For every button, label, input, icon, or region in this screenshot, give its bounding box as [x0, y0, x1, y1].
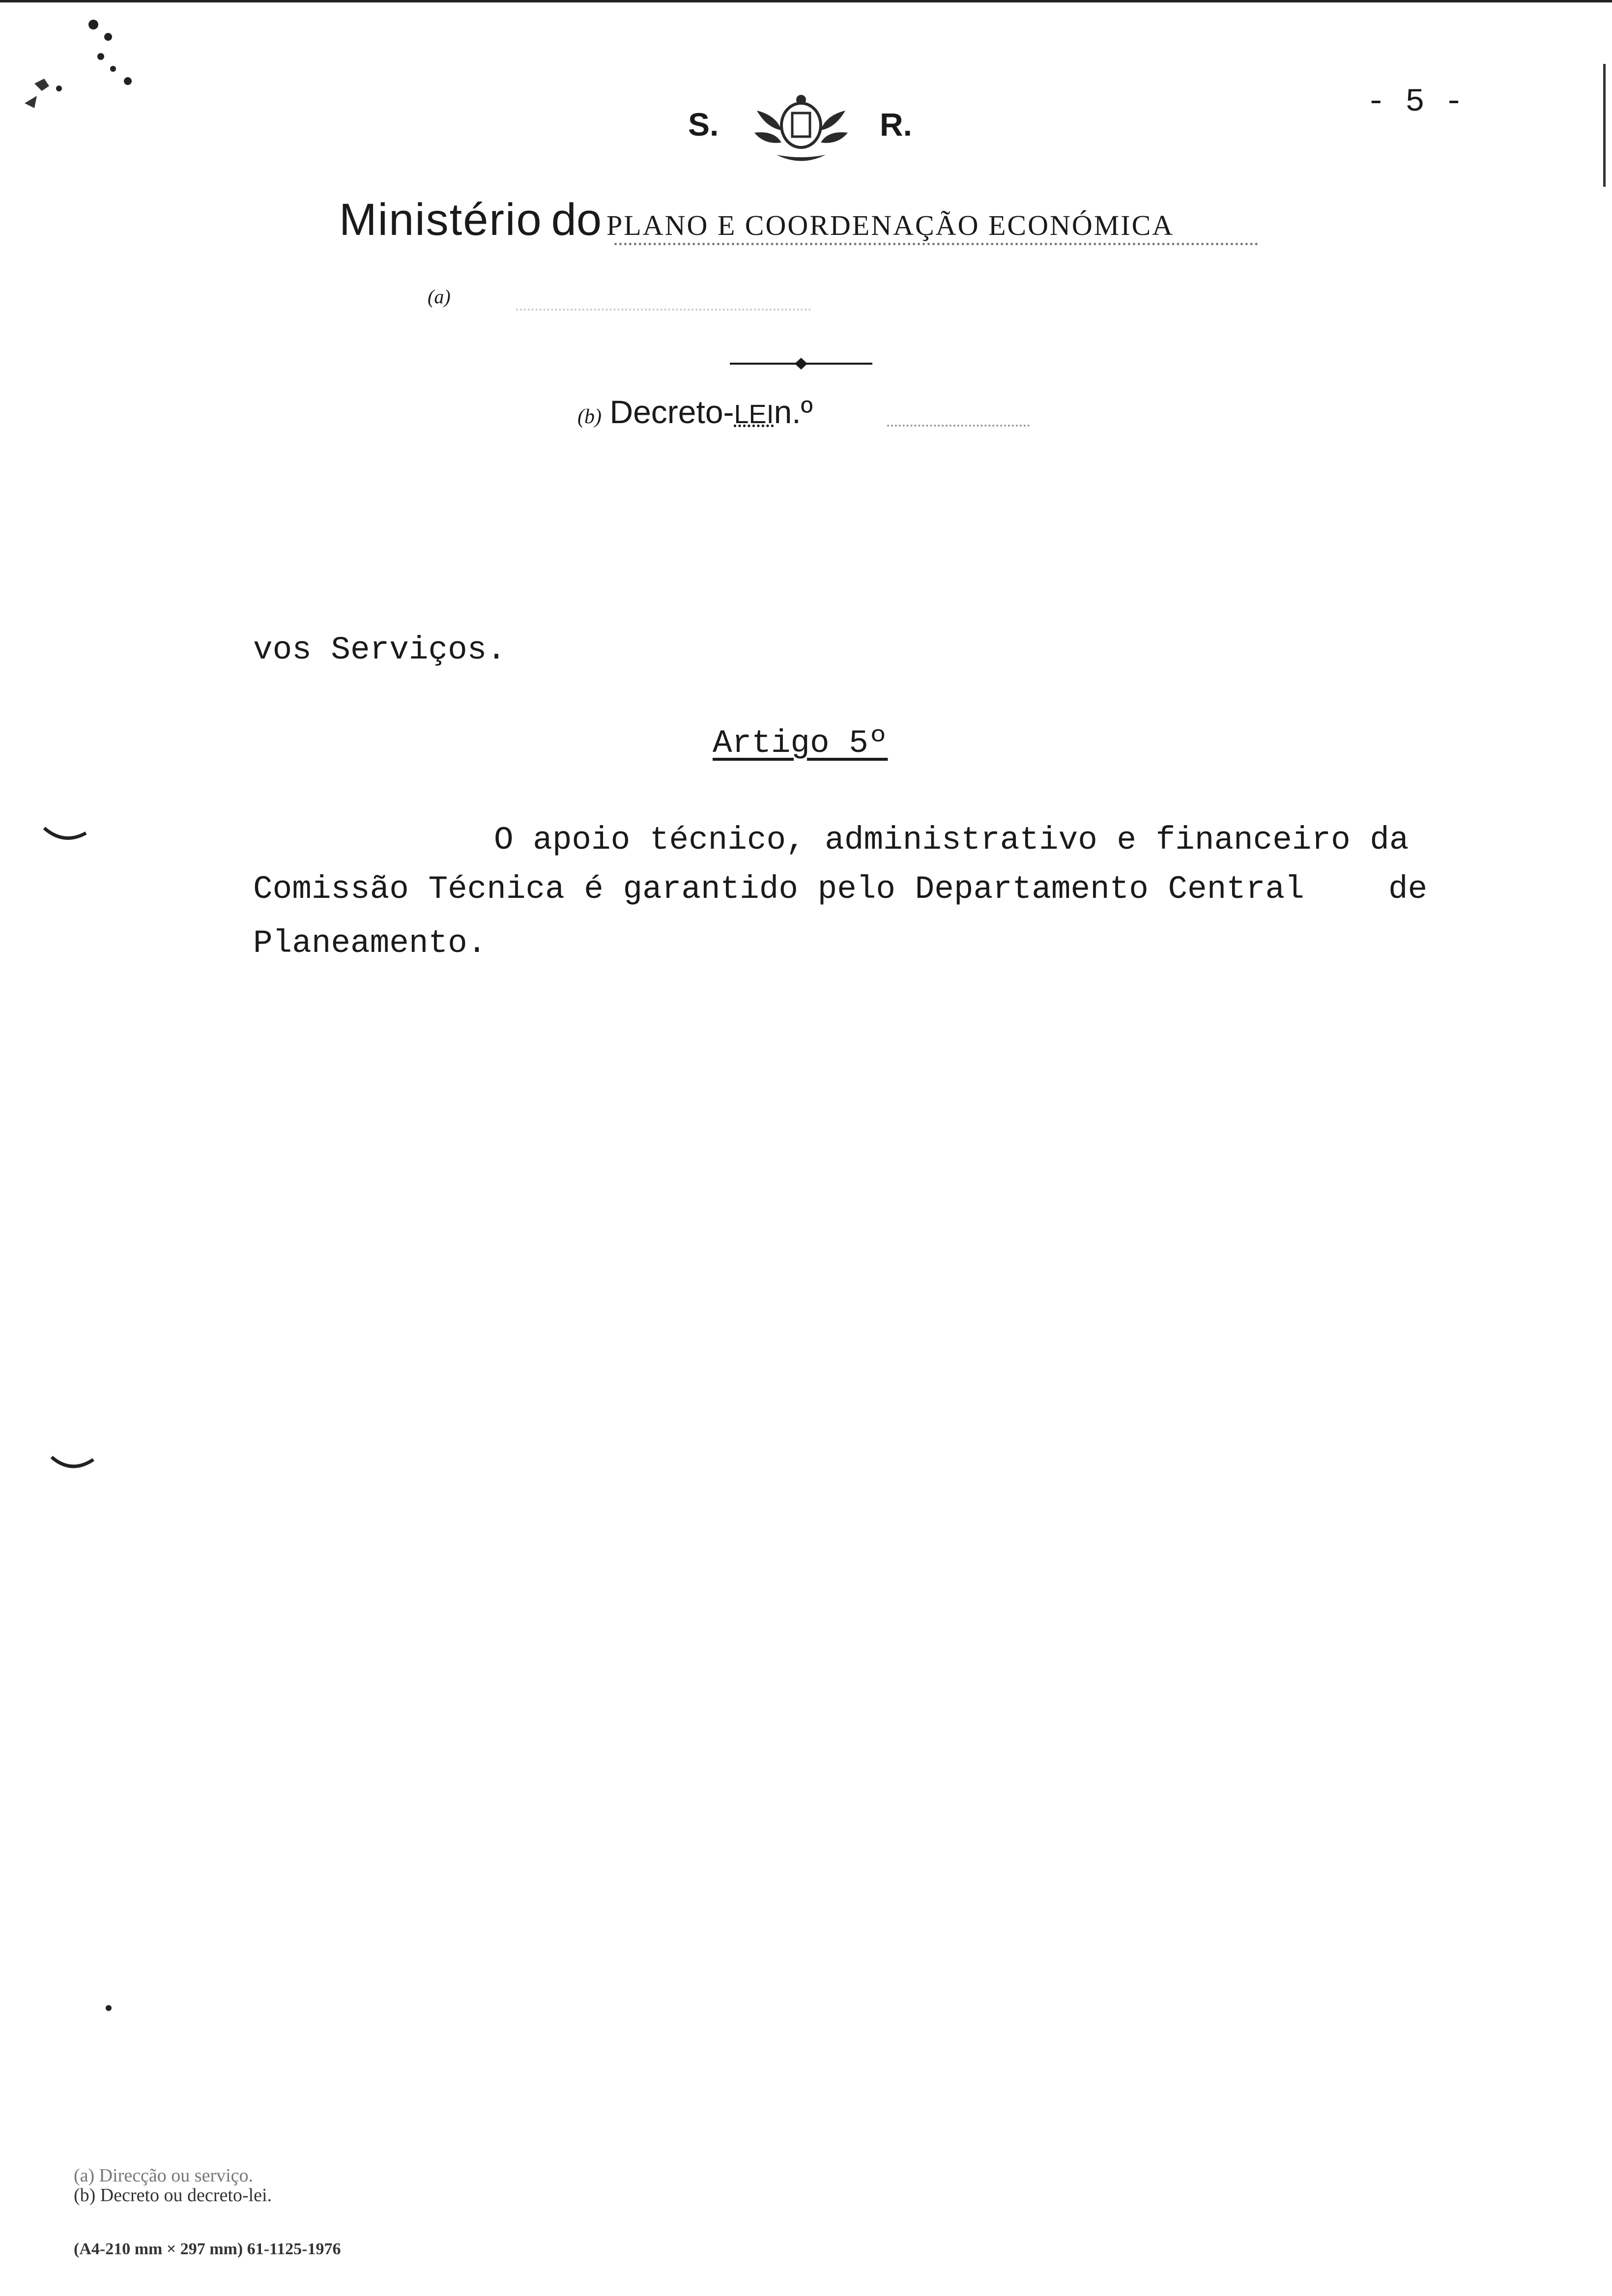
coat-of-arms-header	[683, 86, 939, 174]
hole-punch-mark-lower	[49, 1455, 98, 1474]
decree-lei: LEI	[734, 400, 774, 429]
seal-letter-r: R.	[880, 106, 912, 143]
top-edge-line	[0, 0, 1612, 2]
ministry-word: Ministério	[339, 195, 543, 245]
body-line-continuation: vos Serviços.	[253, 631, 506, 668]
note-b-marker: (b)	[577, 405, 602, 428]
ministry-name: PLANO E COORDENAÇÃO ECONÓMICA	[606, 209, 1175, 241]
scan-marks-top-left	[15, 15, 143, 123]
footnote-b: (b) Decreto ou decreto-lei.	[74, 2185, 272, 2206]
service-dotted-line	[516, 309, 811, 311]
ministry-preposition: do	[551, 195, 602, 245]
article-title: Artigo 5º	[713, 725, 888, 762]
paragraph-line-2-end: de	[1388, 871, 1428, 908]
seal-letter-s: S.	[688, 106, 719, 143]
footnote-a: (a) Direcção ou serviço.	[74, 2165, 254, 2186]
ministry-heading	[339, 194, 1258, 248]
decree-word: Decreto-	[609, 394, 734, 430]
ministry-dotted-line	[614, 243, 1258, 245]
decree-number-dotted-line	[887, 425, 1030, 427]
paragraph-line-2: Comissão Técnica é garantido pelo Departamento Central	[253, 871, 1304, 908]
decree-line	[577, 393, 1030, 430]
coat-of-arms-emblem	[747, 86, 855, 167]
form-code: (A4-210 mm × 297 mm) 61-1125-1976	[74, 2240, 341, 2258]
page-number: - 5 -	[1366, 84, 1464, 120]
paragraph-line-1: O apoio técnico, administrativo e financeiro da	[494, 822, 1409, 859]
right-edge-mark	[1603, 64, 1606, 187]
note-a-marker: (a)	[428, 286, 451, 308]
ornament-divider	[730, 354, 872, 373]
paragraph-line-3: Planeamento.	[253, 925, 487, 962]
decree-number-label: n.º	[774, 394, 813, 430]
scan-dot	[106, 2005, 112, 2011]
hole-punch-mark-upper	[42, 826, 91, 845]
